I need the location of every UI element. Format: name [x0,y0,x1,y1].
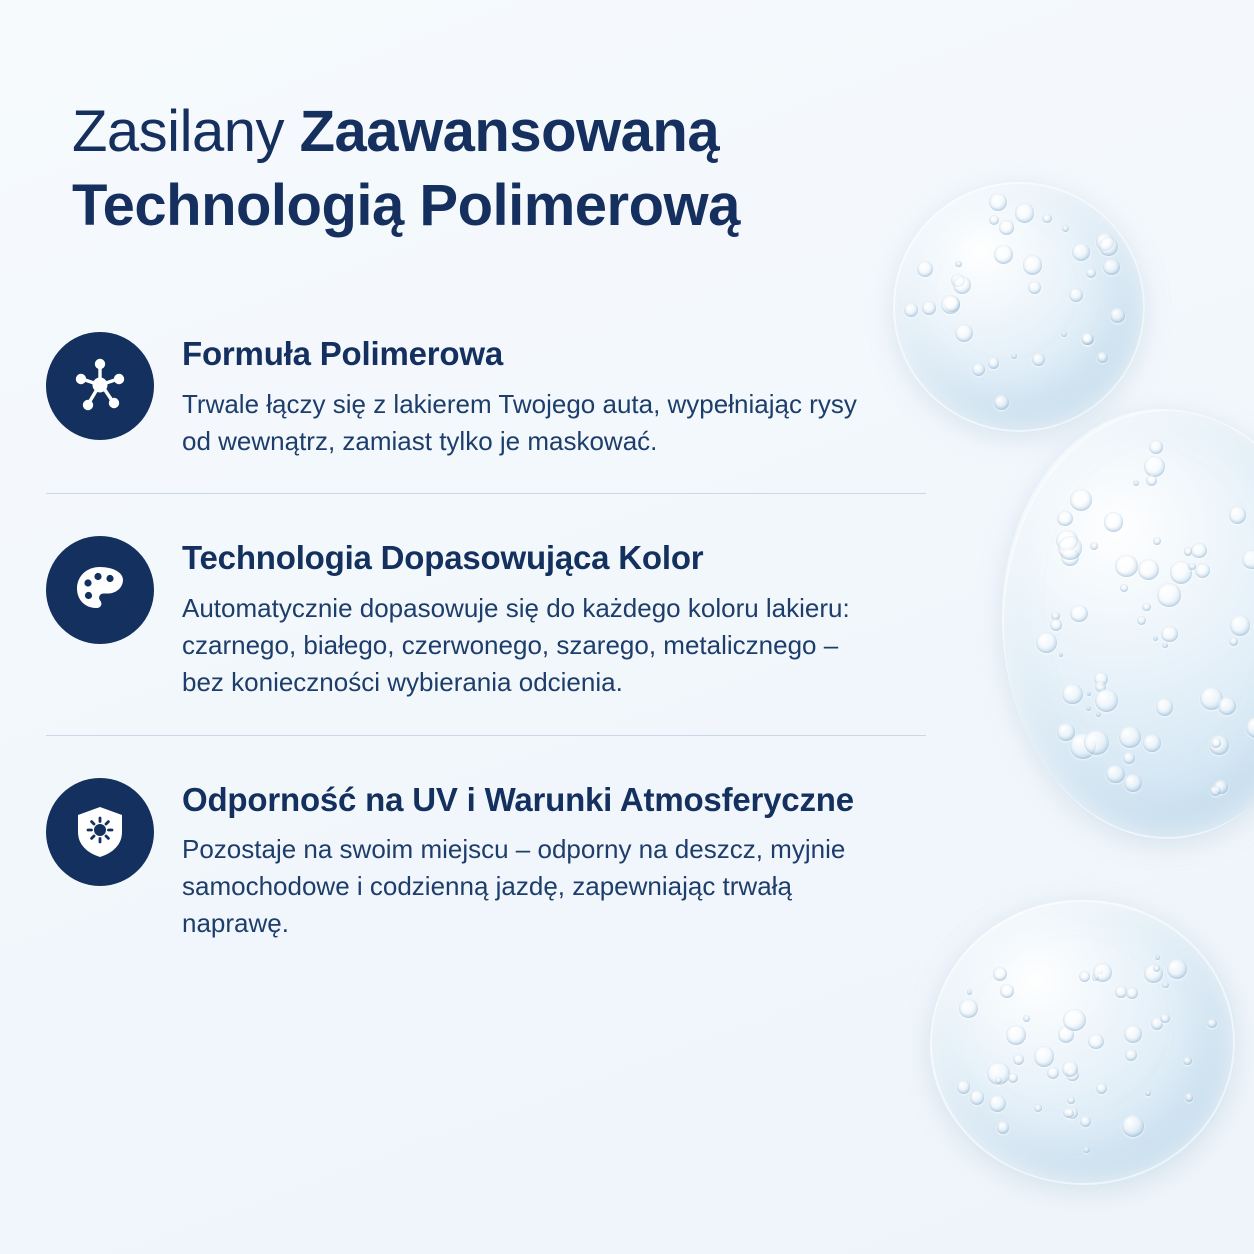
molecule-icon [46,332,154,440]
feature-description: Pozostaje na swoim miejscu – odporny na deszcz, myjnie samochodowe i codzienną jazdę, zapewniając trwałą naprawę. [182,834,846,939]
headline-line2-bold: Technologią Polimerową [72,173,740,239]
gel-droplet-bottom [930,900,1235,1185]
feature-description: Automatycznie dopasowuje się do każdego koloru lakieru: czarnego, białego, czerwonego, szarego, metalicznego – bez konieczności wybierania odcienia. [182,593,850,697]
paint-palette-icon [46,536,154,644]
feature-text-block [182,774,882,942]
section-divider [46,735,926,736]
headline-line1-bold: Zaawansowaną [299,98,720,164]
feature-title: Odporność na UV i Warunki Atmosferyczne [182,780,854,818]
feature-title: Formuła Polimerowa [182,335,503,372]
feature-item-polymer-formula [46,320,936,459]
feature-item-uv-weather-resistance [46,766,936,942]
feature-description: Trwale łączy się z lakierem Twojego auta, wypełniając rysy od wewnątrz, zamiast tylko je maskować. [182,388,857,456]
gel-droplet-middle [1002,409,1254,839]
feature-title: Technologia Dopasowująca Kolor [182,539,704,577]
headline-line1-regular: Zasilany [72,98,300,164]
feature-list [46,320,936,942]
page-title [72,95,972,243]
feature-text-block [182,328,882,459]
section-divider [46,493,926,494]
feature-item-color-matching [46,524,936,700]
shield-sun-icon [46,778,154,886]
feature-text-block [182,532,882,700]
